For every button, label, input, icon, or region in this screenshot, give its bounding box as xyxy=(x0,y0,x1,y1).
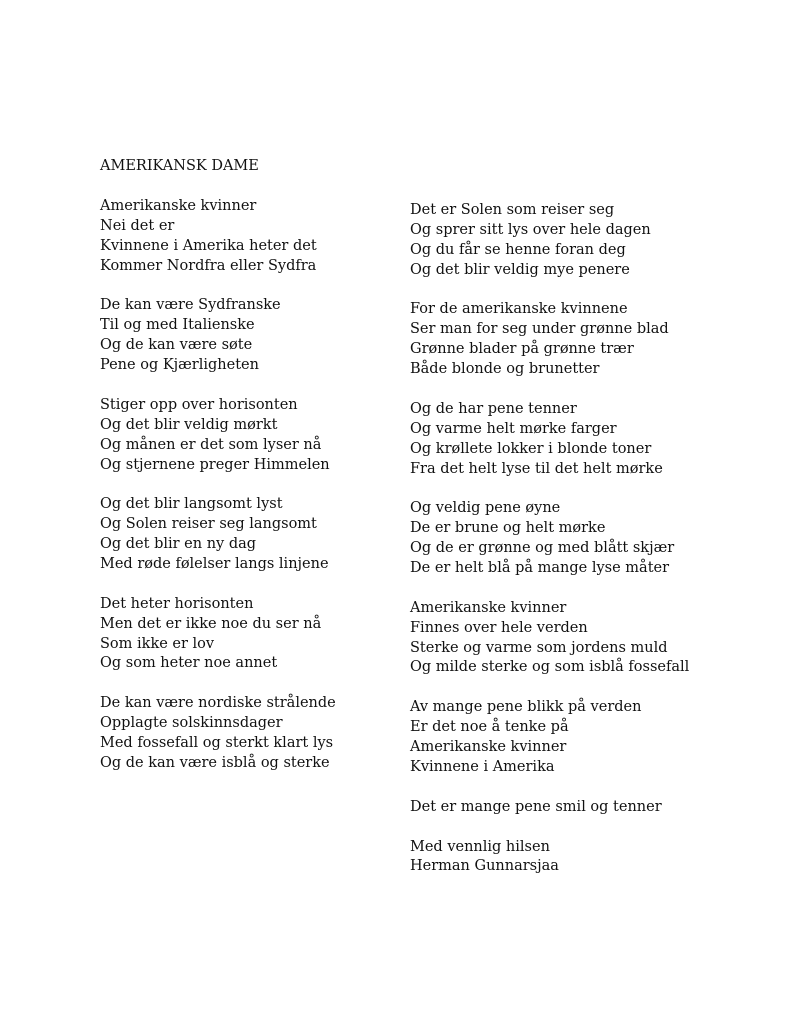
poem-title: AMERIKANSK DAME xyxy=(100,158,259,174)
poem-line: Og månen er det som lyser nå xyxy=(100,436,322,453)
poem-stanza xyxy=(410,838,689,878)
right-column xyxy=(410,201,689,897)
poem-line: Og krøllete lokker i blonde toner xyxy=(410,440,652,457)
poem-line: For de amerikanske kvinnene xyxy=(410,301,628,318)
poem-line: De kan være Sydfranske xyxy=(100,297,281,314)
poem-line: Amerikanske kvinner xyxy=(410,599,567,616)
poem-stanza xyxy=(410,400,689,480)
poem-line: Fra det helt lyse til det helt mørke xyxy=(410,460,663,477)
poem-line: Og du får se henne foran deg xyxy=(410,241,626,258)
poem-line: Og det blir langsomt lyst xyxy=(100,496,283,513)
poem-line: Av mange pene blikk på verden xyxy=(410,699,642,716)
left-column xyxy=(100,197,336,794)
poem-line: De er brune og helt mørke xyxy=(410,520,606,537)
poem-line: Kvinnene i Amerika heter det xyxy=(100,237,317,254)
poem-line: Kvinnene i Amerika xyxy=(410,758,555,775)
poem-line: Og veldig pene øyne xyxy=(410,500,561,517)
poem-stanza xyxy=(100,197,336,277)
poem-stanza xyxy=(100,694,336,774)
poem-line: Med fossefall og sterkt klart lys xyxy=(100,735,334,752)
poem-line: De kan være nordiske strålende xyxy=(100,695,336,712)
poem-line: Og de er grønne og med blått skjær xyxy=(410,540,675,557)
poem-line: Det heter horisonten xyxy=(100,595,254,612)
poem-line: Opplagte solskinnsdager xyxy=(100,715,283,732)
poem-stanza xyxy=(100,595,336,675)
poem-line: Amerikanske kvinner xyxy=(100,198,257,214)
poem-line: Og Solen reiser seg langsomt xyxy=(100,516,317,533)
poem-line: Ser man for seg under grønne blad xyxy=(410,321,669,338)
poem-line: Og det blir en ny dag xyxy=(100,536,257,553)
poem-stanza xyxy=(410,201,689,281)
poem-line: Og de kan være isblå og sterke xyxy=(100,754,330,771)
poem-stanza xyxy=(410,300,689,380)
poem-line: Amerikanske kvinner xyxy=(410,739,567,756)
poem-line: Og sprer sitt lys over hele dagen xyxy=(410,221,651,238)
poem-line: Og varme helt mørke farger xyxy=(410,420,617,437)
poem-stanza xyxy=(100,495,336,575)
poem-stanza xyxy=(410,599,689,679)
poem-line: Kommer Nordfra eller Sydfra xyxy=(100,257,317,274)
poem-line: Er det noe å tenke på xyxy=(410,719,569,736)
poem-stanza xyxy=(410,698,689,778)
poem-line: Og de har pene tenner xyxy=(410,400,577,417)
poem-line: Som ikke er lov xyxy=(100,635,215,652)
poem-line: Og de kan være søte xyxy=(100,337,253,354)
poem-line: Nei det er xyxy=(100,217,175,234)
poem-line: Til og med Italienske xyxy=(100,317,255,334)
poem-line: Pene og Kjærligheten xyxy=(100,357,259,374)
poem-line: Grønne blader på grønne trær xyxy=(410,341,634,358)
poem-line: Det er mange pene smil og tenner xyxy=(410,798,662,815)
poem-stanza xyxy=(410,798,689,818)
poem-line: Men det er ikke noe du ser nå xyxy=(100,615,322,632)
poem-line: Det er Solen som reiser seg xyxy=(410,202,615,218)
poem-line: Og det blir veldig mye penere xyxy=(410,261,630,278)
poem-line: Og stjernene preger Himmelen xyxy=(100,456,330,473)
poem-line: De er helt blå på mange lyse måter xyxy=(410,560,670,577)
poem-line: Og det blir veldig mørkt xyxy=(100,416,278,433)
poem-line: Med vennlig hilsen xyxy=(410,838,550,855)
poem-line: Og som heter noe annet xyxy=(100,655,278,672)
poem-line: Stiger opp over horisonten xyxy=(100,396,298,413)
poem-line: Sterke og varme som jordens muld xyxy=(410,639,668,656)
poem-line: Både blonde og brunetter xyxy=(410,361,600,378)
poem-stanza xyxy=(410,499,689,579)
poem-line: Herman Gunnarsjaa xyxy=(410,858,559,875)
poem-line: Med røde følelser langs linjene xyxy=(100,556,329,573)
poem-stanza xyxy=(100,296,336,376)
poem-line: Finnes over hele verden xyxy=(410,619,588,636)
poem-stanza xyxy=(100,396,336,476)
poem-line: Og milde sterke og som isblå fossefall xyxy=(410,659,690,676)
